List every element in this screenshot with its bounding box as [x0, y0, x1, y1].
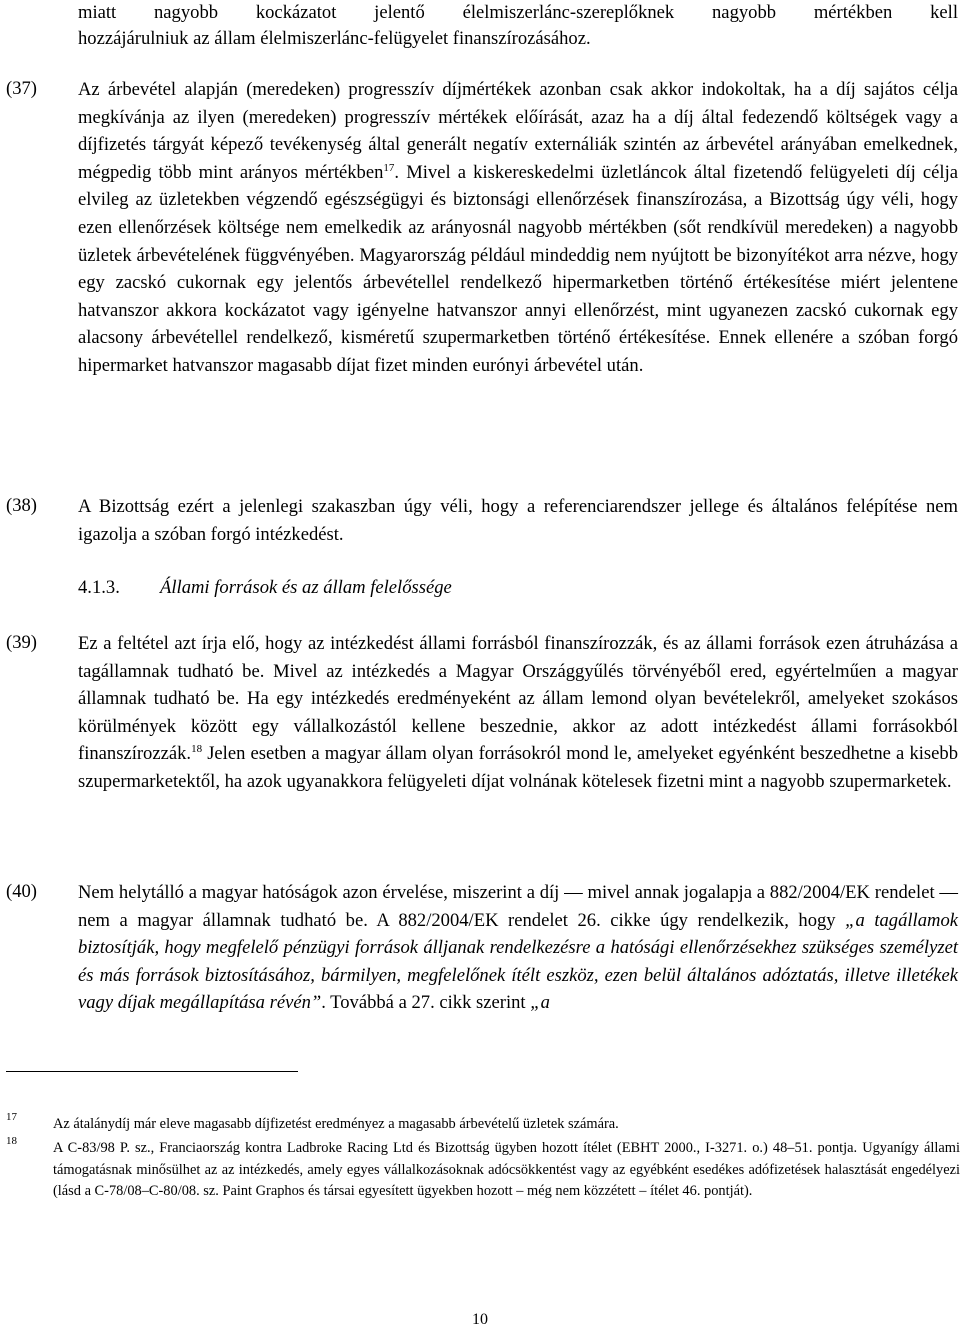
- intro-line-1: miatt nagyobb kockázatot jelentő élelmiszerlánc-szereplőknek nagyobb mértékben kell: [78, 2, 958, 23]
- footnote-number: 18: [6, 1135, 17, 1147]
- quoted-text: „a tagállamok biztosítják, hogy megfelelő pénzügyi források álljanak rendelkezésre a hatósági ellenőrzésekhez szükséges személyzet és más források biztosításához, bármilyen, megfelelőnek ítélt eszköz, ezen belül általános adóztatás, illetve illetékek vagy díjak megállapítása révén”: [78, 909, 959, 1014]
- paragraph-number: (38): [6, 495, 37, 516]
- paragraph-text-part: . Továbbá a 27. cikk szerint: [321, 992, 531, 1014]
- intro-line-2: hozzájárulniuk az állam élelmiszerlánc-felügyelet finanszírozásához.: [78, 28, 591, 49]
- section-number: 4.1.3.: [78, 577, 120, 598]
- paragraph-text: [78, 76, 958, 380]
- intro-continuation: [78, 0, 958, 52]
- page-number: 10: [472, 1311, 488, 1328]
- paragraph-text: [78, 879, 958, 1017]
- footnote-ref-17[interactable]: 17: [383, 161, 395, 174]
- paragraph-text-part: Jelen esetben a magyar állam olyan forrásokról mond le, amelyeket egyénként beszedhetne a kisebb szupermarketektől, ha azok ugyanakkora felügyeleti díjat volnának kötelesek fizetni mint a nagyobb szupermarketek.: [78, 743, 958, 792]
- paragraph-number: (37): [6, 78, 37, 99]
- paragraph-number: (39): [6, 632, 37, 653]
- paragraph-number: (40): [6, 881, 37, 902]
- paragraph-text: [78, 630, 958, 796]
- footnote-number: 17: [6, 1111, 17, 1123]
- section-title: Állami források és az állam felelőssége: [160, 577, 452, 598]
- paragraph-text-part: Ez a feltétel azt írja elő, hogy az intézkedést állami forrásból finanszírozzák, és az állami források ezen átruházása a tagállamnak tudható be. Mivel az intézkedés a Magyar Országgyűlés törvényéből ered, egyértelműen a magyar államnak tudható be. Ha egy intézkedés eredményeként az állam lemond olyan bevételekről, amelyeket szokásos körülmények között egy vállalkozástól kellene beszednie, akkor az adott intézkedést állami forrásokból finanszírozzák.: [78, 633, 958, 765]
- paragraph-text: A Bizottság ezért a jelenlegi szakaszban úgy véli, hogy a referenciarendszer jellege és általános felépítése nem igazolja a szóban forgó intézkedést.: [78, 496, 958, 545]
- footnote-ref-18[interactable]: 18: [191, 743, 203, 756]
- section-heading: [78, 575, 452, 601]
- footnote-separator: [6, 1071, 298, 1072]
- quoted-text: „a: [530, 992, 550, 1014]
- footnote-text: A C-83/98 P. sz., Franciaország kontra Ladbroke Racing Ltd és Bizottság ügyben hozott ítélet (EBHT 2000., I-3271. o.) 48–51. pontja. Ugyanígy állami támogatásnak minősülhet az az intézkedés, amely egyes vállalkozásoknak adócsökkentést vagy az egyébként esedékes adófizetések halasztását engedélyezi (lásd a C-78/08–C-80/08. sz. Paint Graphos és társai egyesített ügyekben hozott – még nem közzétett – ítélet 46. pontját).: [53, 1140, 960, 1199]
- paragraph-text-part: . Mivel a kiskereskedelmi üzletláncok által fizetendő felügyeleti díj célja elvileg az üzletekben végzendő egészségügyi és biztonsági ellenőrzések finanszírozása, a Bizottság úgy véli, hogy ezen ellenőrzések költsége nem emelkedik az arányosnál nagyobb mértékben (sőt rendkívül meredeken) a nagyobb üzletek árbevételének függvényében. Magyarország például mindeddig nem nyújtott be bizonyítékot arra nézve, hogy egy zacskó cukornak egy jelentős árbevétellel rendelkező hipermarketben történő értékesítése miért jelentene hatvanszor akkora kockázatot vagy igényelne hatvanszor annyi ellenőrzést, mint ugyanezen zacskó cukornak egy alacsony árbevétellel rendelkező, kisméretű szupermarketben történő értékesítése. Ennek ellenére a szóban forgó hipermarket hatvanszor magasabb díjat fizet minden eurónyi árbevétel után.: [78, 161, 959, 376]
- footnote-text: Az átalánydíj már eleve magasabb díjfizetést eredményez a magasabb árbevételű üzletek számára.: [53, 1116, 619, 1132]
- paragraph-text-part: Az árbevétel alapján (meredeken) progresszív díjmértékek azonban csak akkor indokoltak, ha a díj sajátos célja megkívánja az ilyen (meredeken) progresszív mértékek előírását, azaz ha a díj által fedezendő költségek vagy a díjfizetés tárgyát képező tevékenység által generált negatív externáliák szintén az árbevétel arányában emelkednek, mégpedig több mint arányos mértékben: [78, 79, 958, 183]
- paragraph-text-part: Nem helytálló a magyar hatóságok azon érvelése, miszerint a díj — mivel annak jogalapja a 882/2004/EK rendelet — nem a magyar államnak tudható be. A 882/2004/EK rendelet 26. cikke úgy rendelkezik, hogy: [78, 882, 958, 931]
